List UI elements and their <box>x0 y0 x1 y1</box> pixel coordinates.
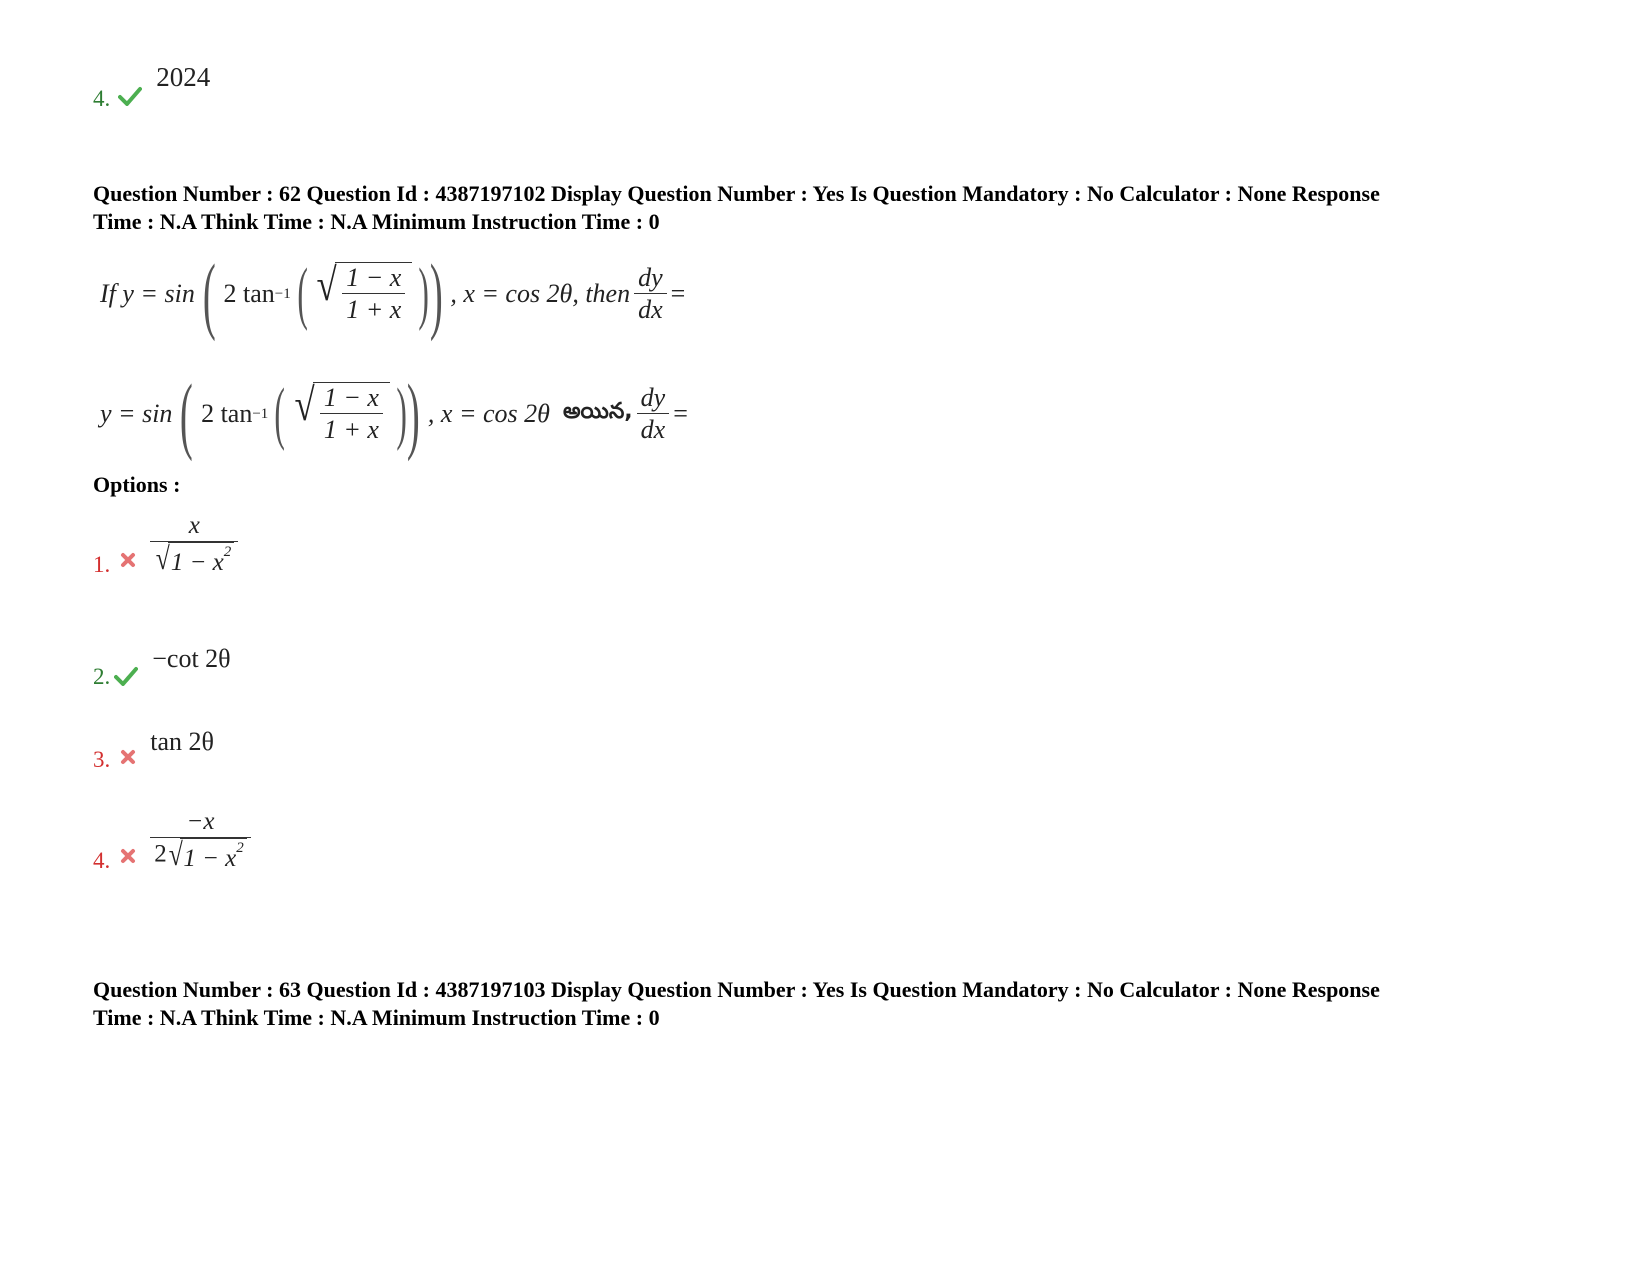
option-number: 4. <box>93 86 111 111</box>
question-text-english <box>100 246 685 342</box>
text-ayina: అయిన, <box>562 399 633 424</box>
text-if: If <box>100 279 116 308</box>
option-value <box>150 512 238 578</box>
options-label: Options : <box>93 472 181 497</box>
derivative <box>634 263 667 325</box>
option-value: tan 2θ <box>150 727 214 756</box>
text-x-eq: , x = cos 2θ, <box>450 279 579 308</box>
paren-close-inner: ) <box>418 255 430 332</box>
dy: dy <box>638 262 663 292</box>
text-inverse: −1 <box>252 405 269 422</box>
frac-den: 2 √ $1 - x^2$ <box>150 837 251 874</box>
den-sup: 2 <box>236 839 244 856</box>
text-y-sin: y = sin <box>100 399 173 428</box>
frac-den: 1 + x <box>320 413 383 445</box>
paren-open: ( <box>180 366 194 462</box>
cross-icon <box>120 552 136 568</box>
sqrt: √ $\frac{1 - x}{1 + x}$ <box>314 262 412 325</box>
paren-open-inner: ( <box>274 375 286 452</box>
paren-close: ) <box>407 366 421 462</box>
frac-num: 1 − x <box>346 263 402 293</box>
dx: dx <box>634 293 667 325</box>
frac-den: √ $1 - x^2$ <box>150 541 238 578</box>
paren-close-inner: ) <box>396 375 407 452</box>
option-number: 2. <box>93 664 111 689</box>
dy: dy <box>640 382 666 412</box>
option-3 <box>93 727 214 771</box>
sqrt: √ $\frac{1 - x}{1 + x}$ <box>292 382 390 445</box>
den-text: 1 − x <box>170 548 224 576</box>
check-icon <box>114 666 138 686</box>
option-number: 1. <box>93 551 111 577</box>
frac-den: 1 + x <box>342 293 405 325</box>
frac-num: −x <box>186 808 215 835</box>
cross-icon <box>120 749 136 765</box>
den-text: 1 − x <box>183 844 237 872</box>
paren-open-inner: ( <box>297 255 308 332</box>
option-value <box>150 808 251 874</box>
meta-line-2: Time : N.A Think Time : N.A Minimum Instruction Time : 0 <box>93 209 660 234</box>
option-1 <box>93 512 242 578</box>
prev-option-4 <box>93 62 211 111</box>
option-2 <box>93 644 231 688</box>
text-2tan: 2 tan <box>201 399 253 428</box>
frac-num: x <box>188 512 200 539</box>
question-meta-63 <box>93 976 1583 1032</box>
text-equals: = <box>670 279 686 308</box>
text-inverse: −1 <box>274 285 291 302</box>
den-sup: 2 <box>223 543 232 560</box>
meta-line-1: Question Number : 63 Question Id : 4387197103 Display Question Number : Yes Is Question Mandatory : No Calculator : None Response <box>93 977 1380 1002</box>
meta-line-1: Question Number : 62 Question Id : 4387197102 Display Question Number : Yes Is Question Mandatory : No Calculator : None Response <box>93 181 1380 206</box>
text-then: then <box>585 279 631 308</box>
den-coef: 2 <box>154 840 167 868</box>
text-y-sin: y = sin <box>122 279 195 308</box>
text-x-eq: , x = cos 2θ <box>427 399 550 428</box>
cross-icon <box>120 848 136 864</box>
option-value: 2024 <box>156 62 211 92</box>
dx: dx <box>637 413 670 445</box>
text-2tan: 2 tan <box>223 279 275 308</box>
option-4 <box>93 808 255 874</box>
meta-line-2: Time : N.A Think Time : N.A Minimum Instruction Time : 0 <box>93 1005 660 1030</box>
frac-num: 1 − x <box>323 383 379 413</box>
option-value: −cot 2θ <box>152 644 231 673</box>
option-number: 3. <box>93 747 111 772</box>
question-meta-62 <box>93 180 1583 236</box>
paren-close: ) <box>429 246 443 342</box>
derivative <box>637 383 670 445</box>
check-icon <box>118 86 142 106</box>
paren-open: ( <box>202 246 216 342</box>
text-equals: = <box>673 399 688 428</box>
option-number: 4. <box>93 847 111 873</box>
question-text-telugu <box>100 366 688 462</box>
